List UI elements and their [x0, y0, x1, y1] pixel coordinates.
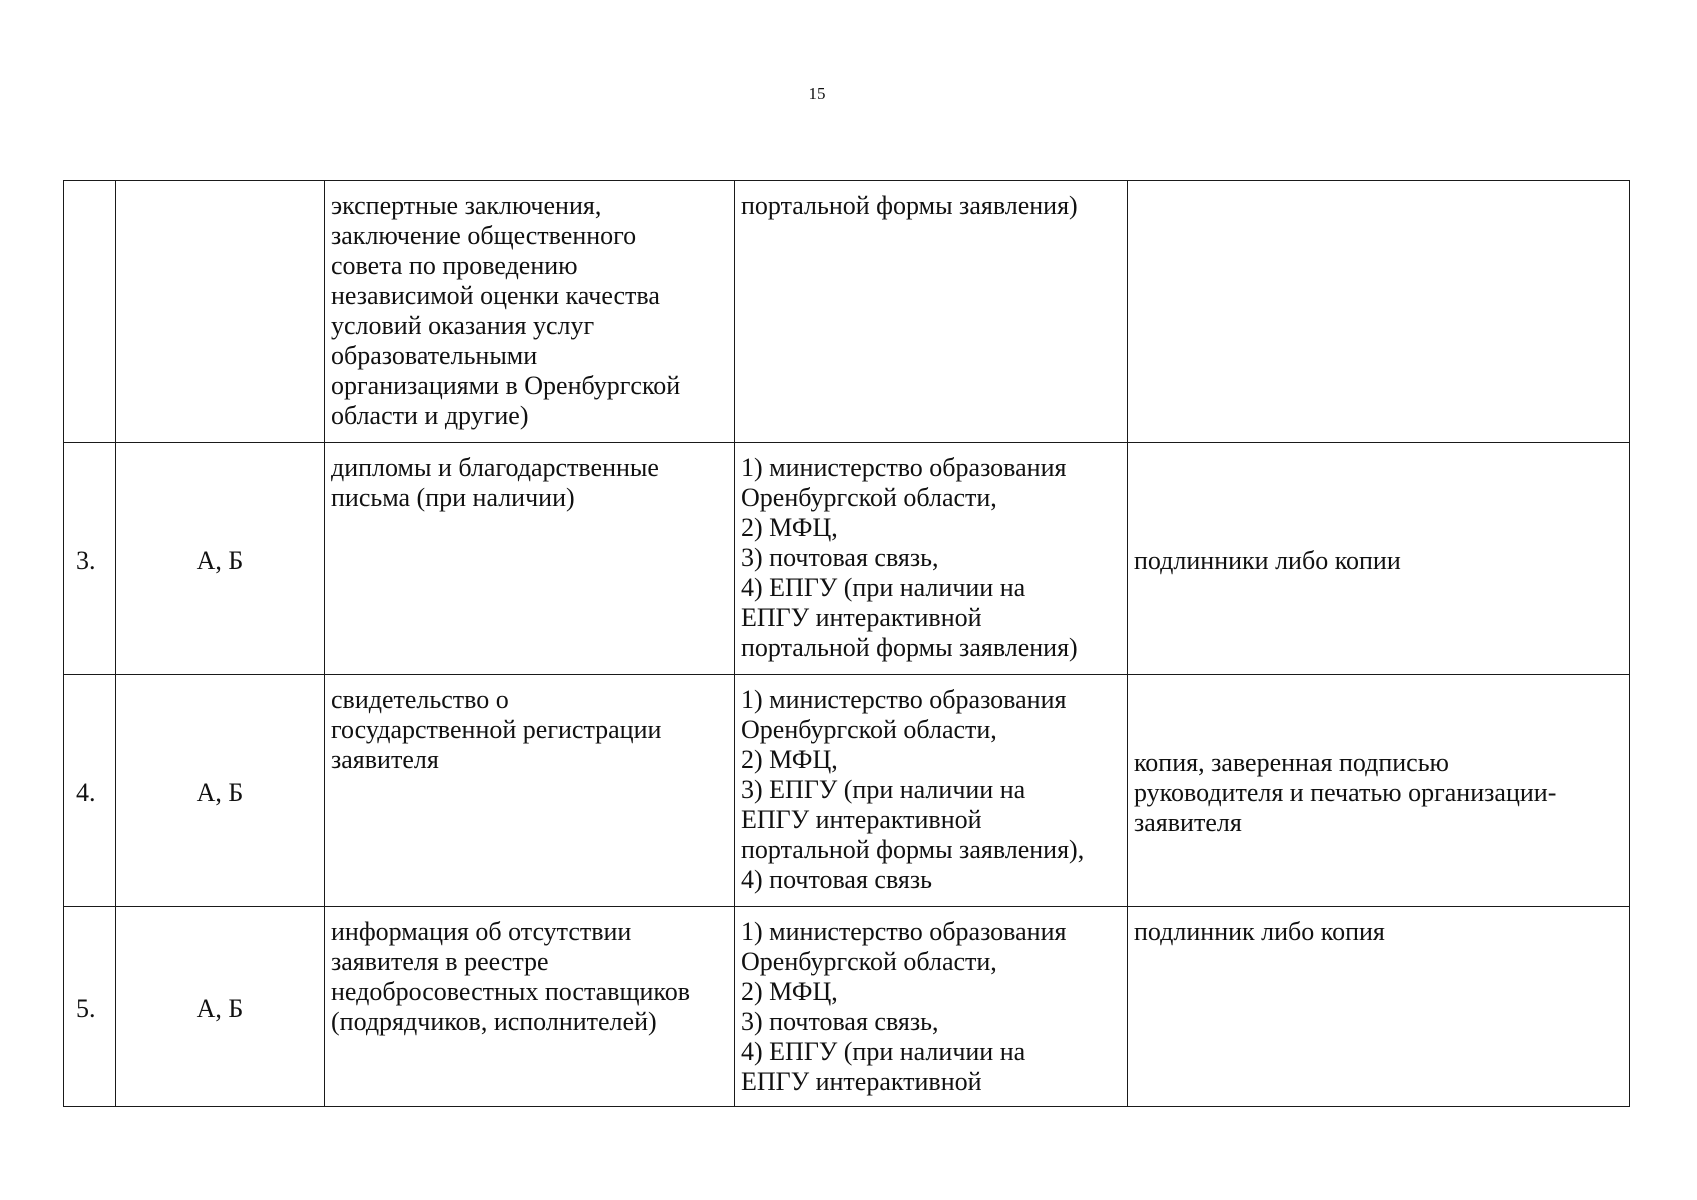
document-name-line: недобросовестных поставщиков — [331, 977, 690, 1006]
submission-method-line: 4) почтовая связь — [741, 865, 932, 894]
submission-method-cell — [735, 675, 1128, 907]
table-row — [64, 907, 1630, 1107]
submission-method-cell — [735, 907, 1128, 1107]
row-number-cell — [64, 181, 116, 443]
document-name-line: области и другие) — [331, 401, 529, 430]
document-name-line: информация об отсутствии — [331, 917, 632, 946]
submission-method-line: 3) ЕПГУ (при наличии на — [741, 775, 1026, 804]
applicant-category: А, Б — [196, 777, 244, 807]
document-name-line: заключение общественного — [331, 221, 637, 250]
document-name-line: заявителя — [331, 745, 439, 774]
submission-method-line: Оренбургской области, — [741, 947, 997, 976]
document-form-line: подлинник либо копия — [1134, 917, 1385, 946]
document-form-cell — [1128, 675, 1630, 907]
applicant-category: А, Б — [196, 993, 244, 1023]
submission-method-line: 4) ЕПГУ (при наличии на — [741, 1037, 1026, 1066]
submission-method-line: 3) почтовая связь, — [741, 1007, 939, 1036]
document-name-line: условий оказания услуг — [331, 311, 595, 340]
submission-method-line: Оренбургской области, — [741, 483, 997, 512]
submission-method-line: портальной формы заявления) — [741, 633, 1078, 662]
applicant-category-cell — [116, 907, 325, 1107]
row-number: 5. — [76, 993, 96, 1023]
applicant-category-cell — [116, 443, 325, 675]
submission-method-line: 3) почтовая связь, — [741, 543, 939, 572]
table-row — [64, 675, 1630, 907]
submission-method-line: 2) МФЦ, — [741, 977, 838, 1006]
document-name-cell — [325, 675, 735, 907]
row-number: 3. — [76, 545, 96, 575]
document-name-cell — [325, 907, 735, 1107]
submission-method-line: 1) министерство образования — [741, 685, 1067, 714]
row-number-cell — [64, 907, 116, 1107]
document-form-line: руководителя и печатью организации- — [1134, 777, 1557, 807]
document-form-cell — [1128, 181, 1630, 443]
document-form-line: копия, заверенная подписью — [1134, 747, 1449, 777]
applicant-category: А, Б — [196, 545, 244, 575]
document-name-line: независимой оценки качества — [331, 281, 660, 310]
document-name-line: образовательными — [331, 341, 538, 370]
document-name-cell — [325, 181, 735, 443]
submission-method-cell — [735, 181, 1128, 443]
document-name-line: дипломы и благодарственные — [331, 453, 659, 482]
submission-method-line: ЕПГУ интерактивной — [741, 805, 982, 834]
document-name-line: письма (при наличии) — [331, 483, 575, 512]
submission-method-cell — [735, 443, 1128, 675]
submission-method-line: 4) ЕПГУ (при наличии на — [741, 573, 1026, 602]
submission-method-line: ЕПГУ интерактивной — [741, 1067, 982, 1096]
document-form-cell — [1128, 443, 1630, 675]
document-name-line: свидетельство о — [331, 685, 509, 714]
document-name-line: (подрядчиков, исполнителей) — [331, 1007, 657, 1036]
document-form-cell — [1128, 907, 1630, 1107]
submission-method-line: портальной формы заявления) — [741, 191, 1078, 220]
table-row — [64, 443, 1630, 675]
submission-method-line: 1) министерство образования — [741, 917, 1067, 946]
document-name-line: организациями в Оренбургской — [331, 371, 681, 400]
document-name-line: государственной регистрации — [331, 715, 662, 744]
row-number-cell — [64, 675, 116, 907]
submission-method-line: 2) МФЦ, — [741, 513, 838, 542]
row-number-cell — [64, 443, 116, 675]
documents-table — [63, 180, 1630, 1107]
submission-method-line: портальной формы заявления), — [741, 835, 1085, 864]
table-row — [64, 181, 1630, 443]
document-name-cell — [325, 443, 735, 675]
document-name-line: совета по проведению — [331, 251, 578, 280]
submission-method-line: 2) МФЦ, — [741, 745, 838, 774]
document-name-line: экспертные заключения, — [331, 191, 602, 220]
document-form-line: подлинники либо копии — [1134, 545, 1401, 575]
row-number: 4. — [76, 777, 96, 807]
submission-method-line: 1) министерство образования — [741, 453, 1067, 482]
submission-method-line: ЕПГУ интерактивной — [741, 603, 982, 632]
page-number: 15 — [808, 84, 826, 103]
document-name-line: заявителя в реестре — [331, 947, 549, 976]
document-form-line: заявителя — [1134, 807, 1242, 837]
submission-method-line: Оренбургской области, — [741, 715, 997, 744]
applicant-category-cell — [116, 181, 325, 443]
applicant-category-cell — [116, 675, 325, 907]
